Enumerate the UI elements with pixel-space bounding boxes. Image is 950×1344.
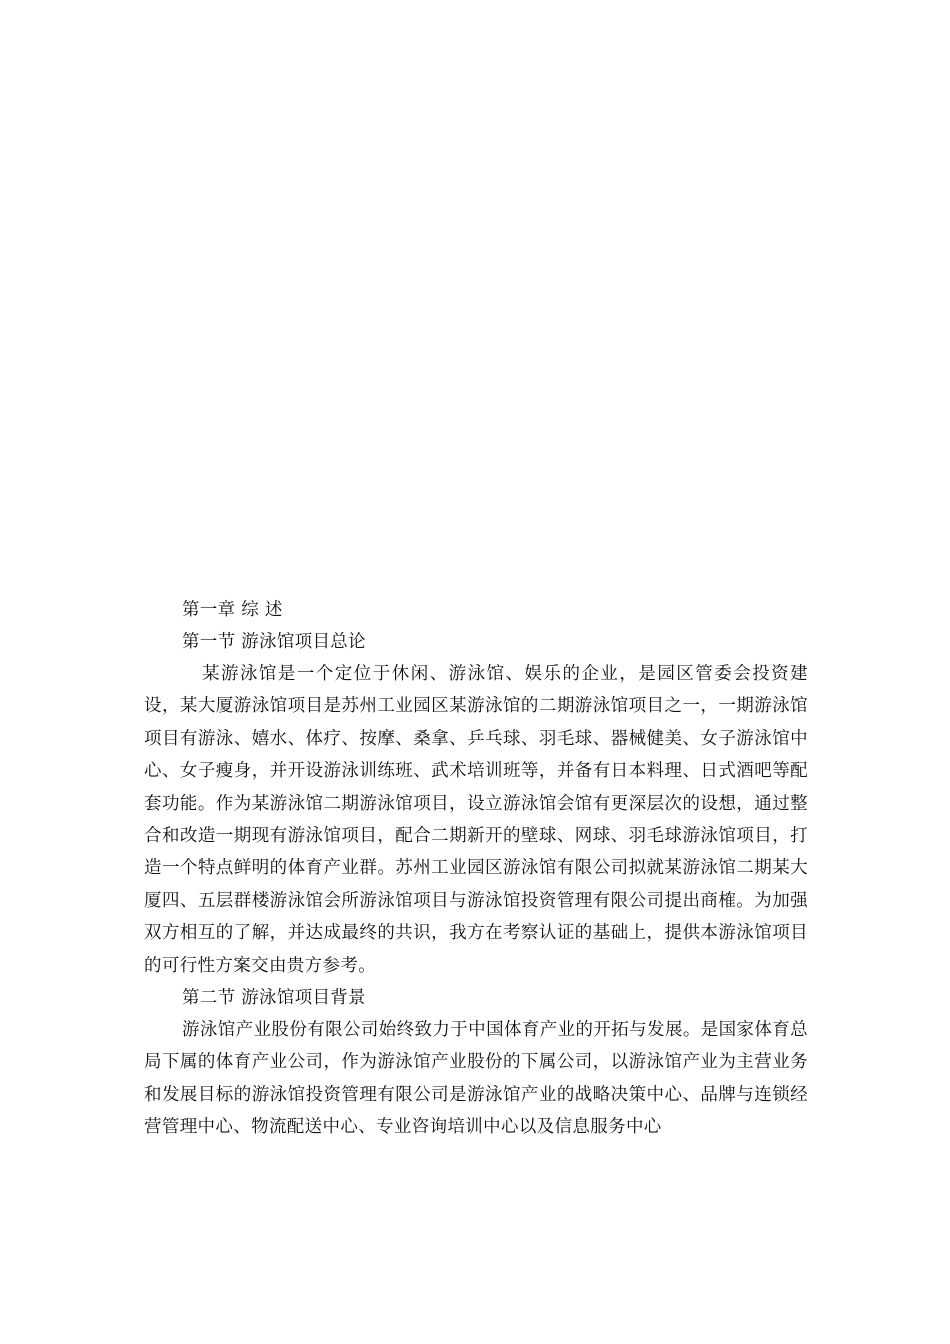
section-heading-1: 第一节 游泳馆项目总论 bbox=[182, 632, 366, 652]
document-body bbox=[144, 594, 808, 1144]
section-2-paragraph: 游泳馆产业股份有限公司始终致力于中国体育产业的开拓与发展。是国家体育总局下属的体育产业公司，作为游泳馆产业股份的下属公司，以游泳馆产业为主营业务和发展目标的游泳馆投资管理有限公司是游泳馆产业的战略决策中心、品牌与连锁经营管理中心、物流配送中心、专业咨询培训中心以及信息服务中心 bbox=[144, 1020, 808, 1138]
chapter-heading: 第一章 综 述 bbox=[182, 600, 283, 620]
section-heading-2: 第二节 游泳馆项目背景 bbox=[182, 988, 366, 1009]
section-1-paragraph: 某游泳馆是一个定位于休闲、游泳馆、娱乐的企业，是园区管委会投资建设，某大厦游泳馆项目是苏州工业园区某游泳馆的二期游泳馆项目之一，一期游泳馆项目有游泳、嬉水、体疗、按摩、桑拿、乒乓球、羽毛球、器械健美、女子游泳馆中心、女子瘦身，并开设游泳训练班、武术培训班等，并备有日本料理、日式酒吧等配套功能。作为某游泳馆二期游泳馆项目，设立游泳馆会馆有更深层次的设想，通过整合和改造一期现有游泳馆项目，配合二期新开的壁球、网球、羽毛球游泳馆项目，打造一个特点鲜明的体育产业群。苏州工业园区游泳馆有限公司拟就某游泳馆二期某大厦四、五层群楼游泳馆会所游泳馆项目与游泳馆投资管理有限公司提出商榷。为加强双方相互的了解，并达成最终的共识，我方在考察认证的基础上，提供本游泳馆项目的可行性方案交由贵方参考。 bbox=[144, 664, 808, 976]
